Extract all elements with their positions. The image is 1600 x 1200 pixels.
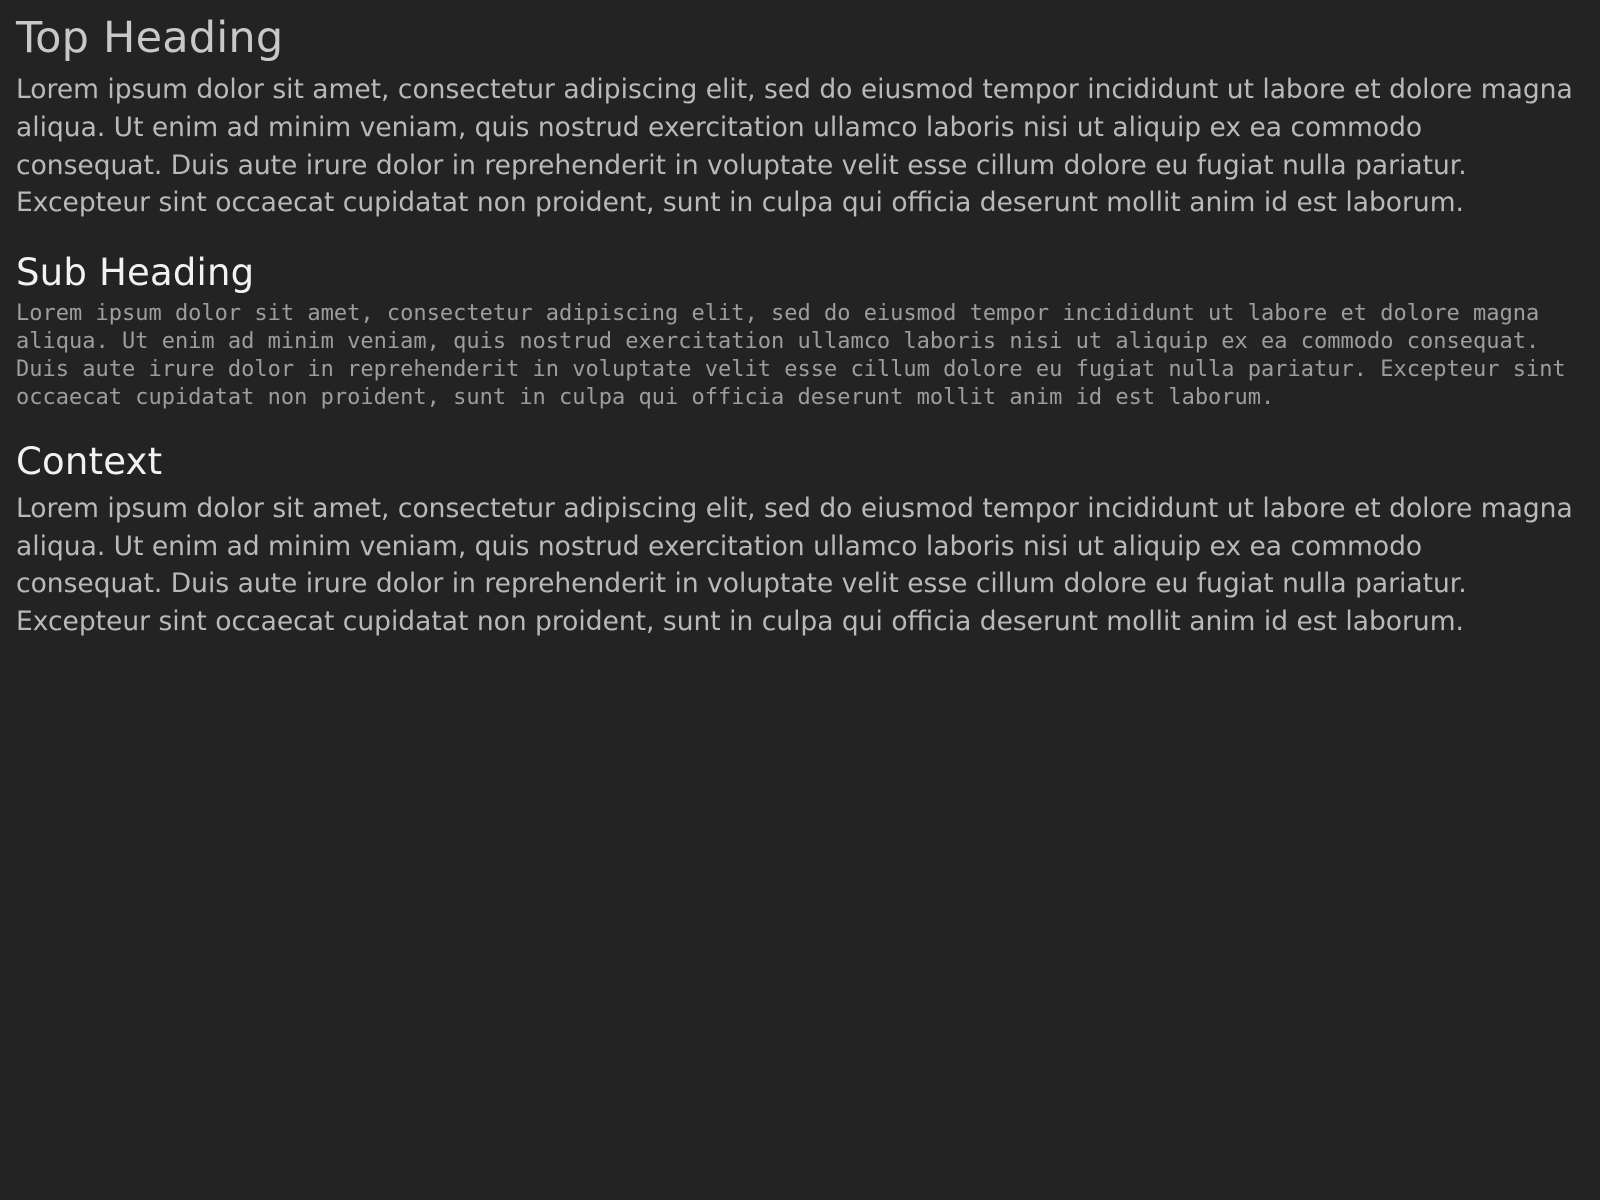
page-title: Top Heading: [16, 13, 284, 63]
intro-paragraph: Lorem ipsum dolor sit amet, consectetur adipiscing elit, sed do eiusmod tempor incididunt ut labore et dolore magna aliqua. Ut enim ad minim veniam, quis nostrud exercitation ullamco laboris nisi ut aliquip ex ea commodo consequat. Duis aute irure dolor in reprehenderit in voluptate velit esse cillum dolore eu fugiat nulla pariatur. Excepteur sint occaecat cupidatat non proident, sunt in culpa qui officia deserunt mollit anim id est laborum.: [16, 74, 1573, 219]
context-paragraph: Lorem ipsum dolor sit amet, consectetur adipiscing elit, sed do eiusmod tempor incididunt ut labore et dolore magna aliqua. Ut enim ad minim veniam, quis nostrud exercitation ullamco laboris nisi ut aliquip ex ea commodo consequat. Duis aute irure dolor in reprehenderit in voluptate velit esse cillum dolore eu fugiat nulla pariatur. Excepteur sint occaecat cupidatat non proident, sunt in culpa qui officia deserunt mollit anim id est laborum.: [16, 492, 1573, 637]
sub-heading-paragraph: Lorem ipsum dolor sit amet, consectetur adipiscing elit, sed do eiusmod tempor incididunt ut labore et dolore magna aliqua. Ut enim ad minim veniam, quis nostrud exercitation ullamco laboris nisi ut aliquip ex ea commodo consequat. Duis aute irure dolor in reprehenderit in voluptate velit esse cillum dolore eu fugiat nulla pariatur. Excepteur sint occaecat cupidatat non proident, sunt in culpa qui officia deserunt mollit anim id est laborum.: [16, 301, 1566, 410]
sub-heading: Sub Heading: [16, 250, 255, 294]
context-heading: Context: [16, 440, 163, 484]
